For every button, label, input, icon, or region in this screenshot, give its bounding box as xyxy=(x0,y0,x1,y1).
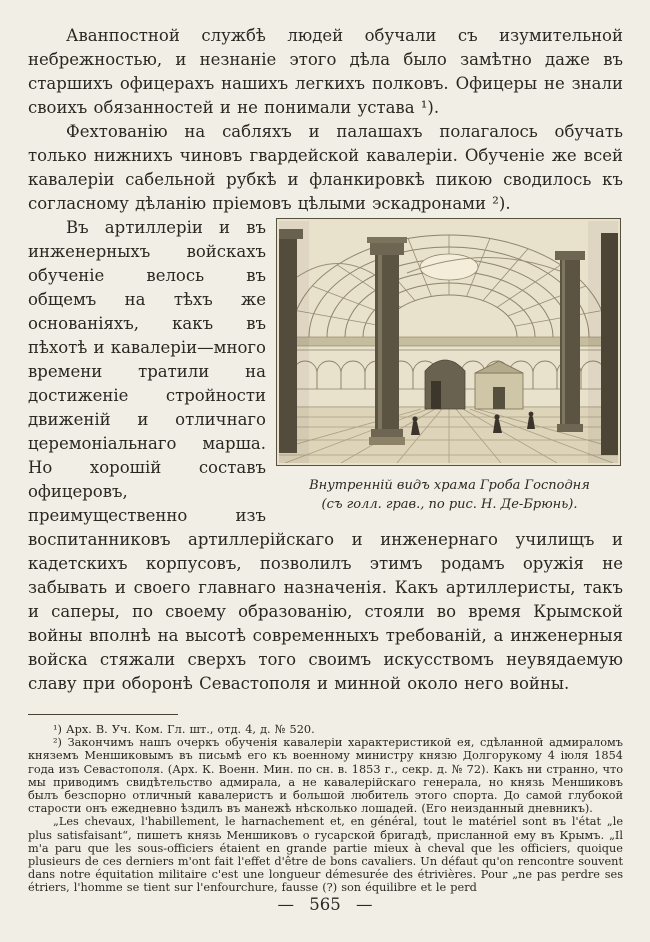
paragraph-fencing: Фехтованію на сабляхъ и палашахъ полагалось обучать только нижнихъ чиновъ гвардейской кавалеріи. Обученіе же всей кавалеріи сабельной рубкѣ и фланкировкѣ пикою сводилось къ согласному дѣланію пріемовъ цѣлыми эскадронами ²). xyxy=(28,122,623,213)
paragraph-avanpost: Аванпостной службѣ людей обучали съ изумительной небрежностью, и незнаніе этого дѣла было замѣтно даже въ старшихъ офицерахъ нашихъ легкихъ полковъ. Офицеры не знали своихъ обязанностей и не понимали устава ¹). xyxy=(28,26,623,117)
church-interior-engraving-drawing xyxy=(279,221,618,463)
footnotes xyxy=(28,723,623,895)
footnote-1: ¹) Арх. В. Уч. Ком. Гл. шт., отд. 4, д. № 520. xyxy=(53,723,315,736)
figure-caption xyxy=(276,477,623,514)
figure-caption-line2: (съ голл. грав., по рис. Н. Де-Брюнь). xyxy=(321,496,578,512)
figure-caption-line1: Внутренній видъ храма Гроба Господня xyxy=(309,478,590,493)
footnote-2-french-quote: „Les chevaux, l'habillement, le harnachement et, en général, tout le matériel sont въ l'état „le plus satisfaisant“, пишетъ князь Меншиковъ о гусарской бригадѣ, присланной ему въ Крымъ. „Il m'a paru que les sous-officiers étaient en grande partie mieux à cheval que les officiers, quoique plusieurs de ces derniers m'ont fait l'effet d'être de bons cavaliers. Un défaut qu'on rencontre souvent dans notre équitation militaire c'est une longueur démesurée des étrivières. Pour „ne pas perdre ses étriers, l'homme se tient sur l'enfourchure, fausse (?) son équilibre et le perd xyxy=(28,815,623,895)
paragraph-artillery: Въ артиллеріи и въ инженерныхъ войскахъ обученіе велось въ общемъ на тѣхъ же основаніяхъ, какъ въ пѣхотѣ и кавалеріи—много времени тратили на достиженіе стройности движеній и отличнаго церемоніальнаго марша. Но хорошій составъ офицеровъ, преимущественно изъ воспитанниковъ артиллерійскаго и инженернаго училищъ и кадетскихъ корпусовъ, позволилъ этимъ родамъ оружія не забывать и своего главнаго назначенія. Какъ артиллеристы, такъ и саперы, по своему образованію, стояли во время Крымской войны вполнѣ на высотѣ современныхъ требованій, а инженерныя войска стяжали сверхъ того своимъ искусствомъ неувядаемую славу при оборонѣ Севастополя и минной около него войны. xyxy=(28,218,623,693)
church-interior-engraving xyxy=(276,218,621,466)
footnote-separator xyxy=(28,714,178,715)
paragraph-with-figure xyxy=(28,216,623,696)
figure xyxy=(276,218,623,514)
footnote-2: ²) Закончимъ нашъ очеркъ обученія кавалеріи характеристикой ея, сдѣланной адмираломъ княземъ Меншиковымъ въ письмѣ его къ военному министру князю Долгорукому 4 іюля 1854 года изъ Севастополя. (Арх. К. Военн. Мин. по сн. в. 1853 г., секр. д. № 72). Какъ ни странно, что мы приводимъ свидѣтельство адмирала, а не кавалерійскаго генерала, но князь Меншиковъ былъ безспорно отличный кавалеристъ и большой любитель этого спорта. До самой глубокой старости онъ ежедневно ѣздилъ въ манежѣ нѣсколько лошадей. (Его неизданный дневникъ). xyxy=(28,736,623,816)
page-number: — 565 — xyxy=(277,895,373,914)
